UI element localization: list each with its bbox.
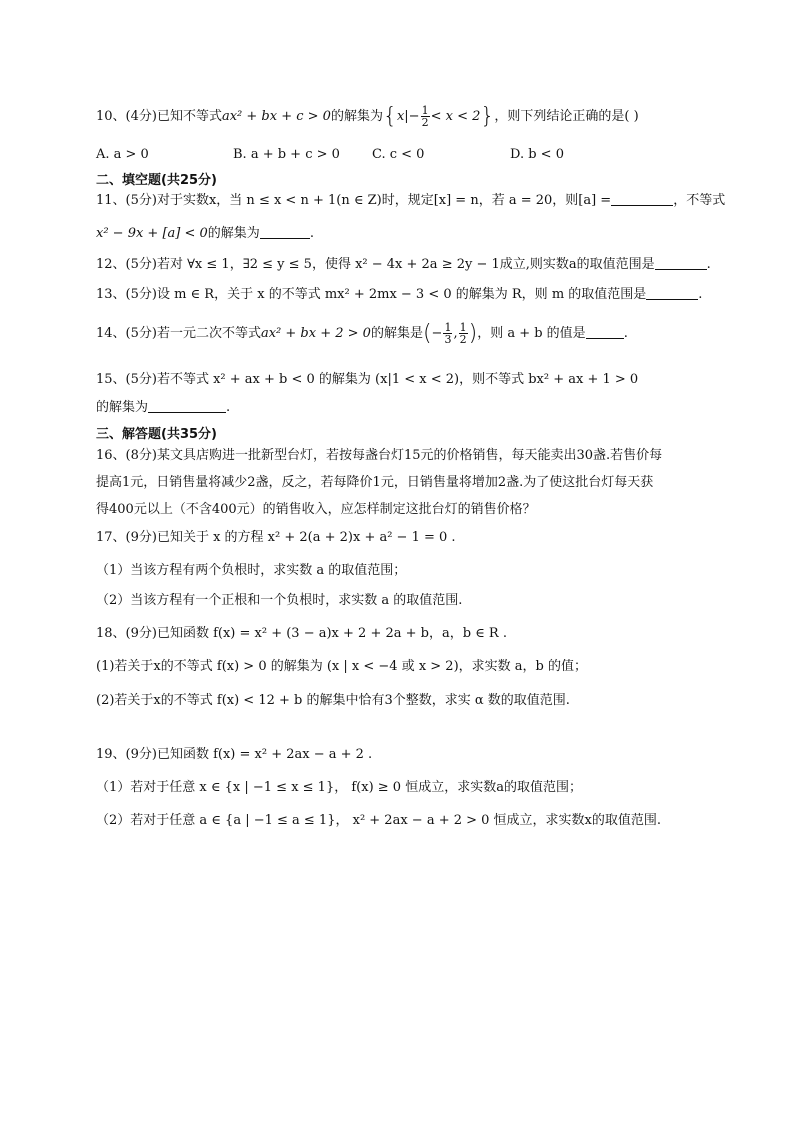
question-10: 10、(4分)已知不等式ax² + bx + c > 0的解集为{x|− $\frac{1}{2}$ < x < 2}，则下列结论正确的是( )	[96, 104, 639, 129]
q10-option-b[interactable]: B. a + b + c > 0	[233, 147, 340, 162]
question-13: 13、(5分)设 m ∈ R，关于 x 的不等式 mx² + 2mx − 3 < 0 的解集为 R，则 m 的取值范围是 .	[96, 287, 703, 302]
section-fill-in-title: 二、填空题(共25分)	[96, 173, 217, 188]
question-16-line-1: 16、(8分)某文具店购进一批新型台灯，若按每盏台灯15元的价格销售，每天能卖出30盏.若售价每	[96, 448, 663, 463]
question-11-cont: x² − 9x + [a] < 0的解集为 .	[96, 226, 314, 241]
question-19: 19、(9分)已知函数 f(x) = x² + 2ax − a + 2 .	[96, 747, 373, 762]
question-17: 17、(9分)已知关于 x 的方程 x² + 2(a + 2)x + a² − 1 = 0 .	[96, 530, 456, 545]
question-16-line-3: 得400元以上（不含400元）的销售收入，应怎样制定这批台灯的销售价格？	[96, 502, 536, 517]
question-18-part-1: (1)若关于x的不等式 f(x) > 0 的解集为 (x | x < −4 或 x > 2)，求实数 a，b 的值；	[96, 659, 587, 674]
q10-option-c[interactable]: C. c < 0	[372, 147, 425, 162]
q13-answer-blank[interactable]	[646, 285, 698, 300]
question-18-part-2: (2)若关于x的不等式 f(x) < 12 + b 的解集中恰有3个整数，求实 α 数的取值范围.	[96, 693, 570, 708]
q15-answer-blank[interactable]	[148, 398, 226, 413]
q12-answer-blank[interactable]	[655, 255, 707, 270]
question-19-part-2: （2）若对于任意 a ∈ {a | −1 ≤ a ≤ 1}， x² + 2ax − a + 2 > 0 恒成立，求实数x的取值范围.	[96, 813, 662, 828]
q10-option-d[interactable]: D. b < 0	[510, 147, 564, 162]
question-19-part-1: （1）若对于任意 x ∈ {x | −1 ≤ x ≤ 1}， f(x) ≥ 0 恒成立，求实数a的取值范围；	[96, 780, 582, 795]
q10-option-a[interactable]: A. a > 0	[96, 147, 149, 162]
left-brace: {	[382, 104, 397, 129]
right-brace: }	[480, 104, 495, 129]
q10-fraction: $\frac{1}{2}$	[421, 104, 429, 129]
question-11: 11、(5分)对于实数x，当 n ≤ x < n + 1(n ∈ Z)时，规定[x] = n，若 a = 20，则[a] = ，不等式	[96, 193, 726, 208]
q14-fraction-1: $\frac{1}{3}$	[444, 321, 452, 346]
question-12: 12、(5分)若对 ∀x ≤ 1，∃2 ≤ y ≤ 5，使得 x² − 4x + 2a ≥ 2y − 1成立,则实数a的取值范围是 .	[96, 257, 711, 272]
q14-fraction-2: $\frac{1}{2}$	[459, 321, 467, 346]
question-14: 14、(5分)若一元二次不等式ax² + bx + 2 > 0的解集是(− $\frac{1}{3}$ , $\frac{1}{2}$ )，则 a + b 的值是 .	[96, 321, 628, 346]
q11-answer-blank-1[interactable]	[611, 191, 673, 206]
question-15-cont: 的解集为 .	[96, 400, 231, 415]
q14-answer-blank[interactable]	[586, 324, 624, 339]
q11-answer-blank-2[interactable]	[260, 224, 310, 239]
q10-inequality: ax² + bx + c > 0	[221, 109, 331, 124]
question-17-part-2: （2）当该方程有一个正根和一个负根时，求实数 a 的取值范围.	[96, 593, 463, 608]
question-16-line-2: 提高1元，日销售量将减少2盏，反之，若每降价1元，日销售量将增加2盏.为了使这批台灯每天获	[96, 475, 654, 490]
section-answer-title: 三、解答题(共35分)	[96, 427, 217, 442]
question-15: 15、(5分)若不等式 x² + ax + b < 0 的解集为 (x|1 < x < 2)，则不等式 bx² + ax + 1 > 0	[96, 372, 639, 387]
question-17-part-1: （1）当该方程有两个负根时，求实数 a 的取值范围；	[96, 563, 407, 578]
question-18: 18、(9分)已知函数 f(x) = x² + (3 − a)x + 2 + 2a + b，a，b ∈ R .	[96, 626, 507, 641]
